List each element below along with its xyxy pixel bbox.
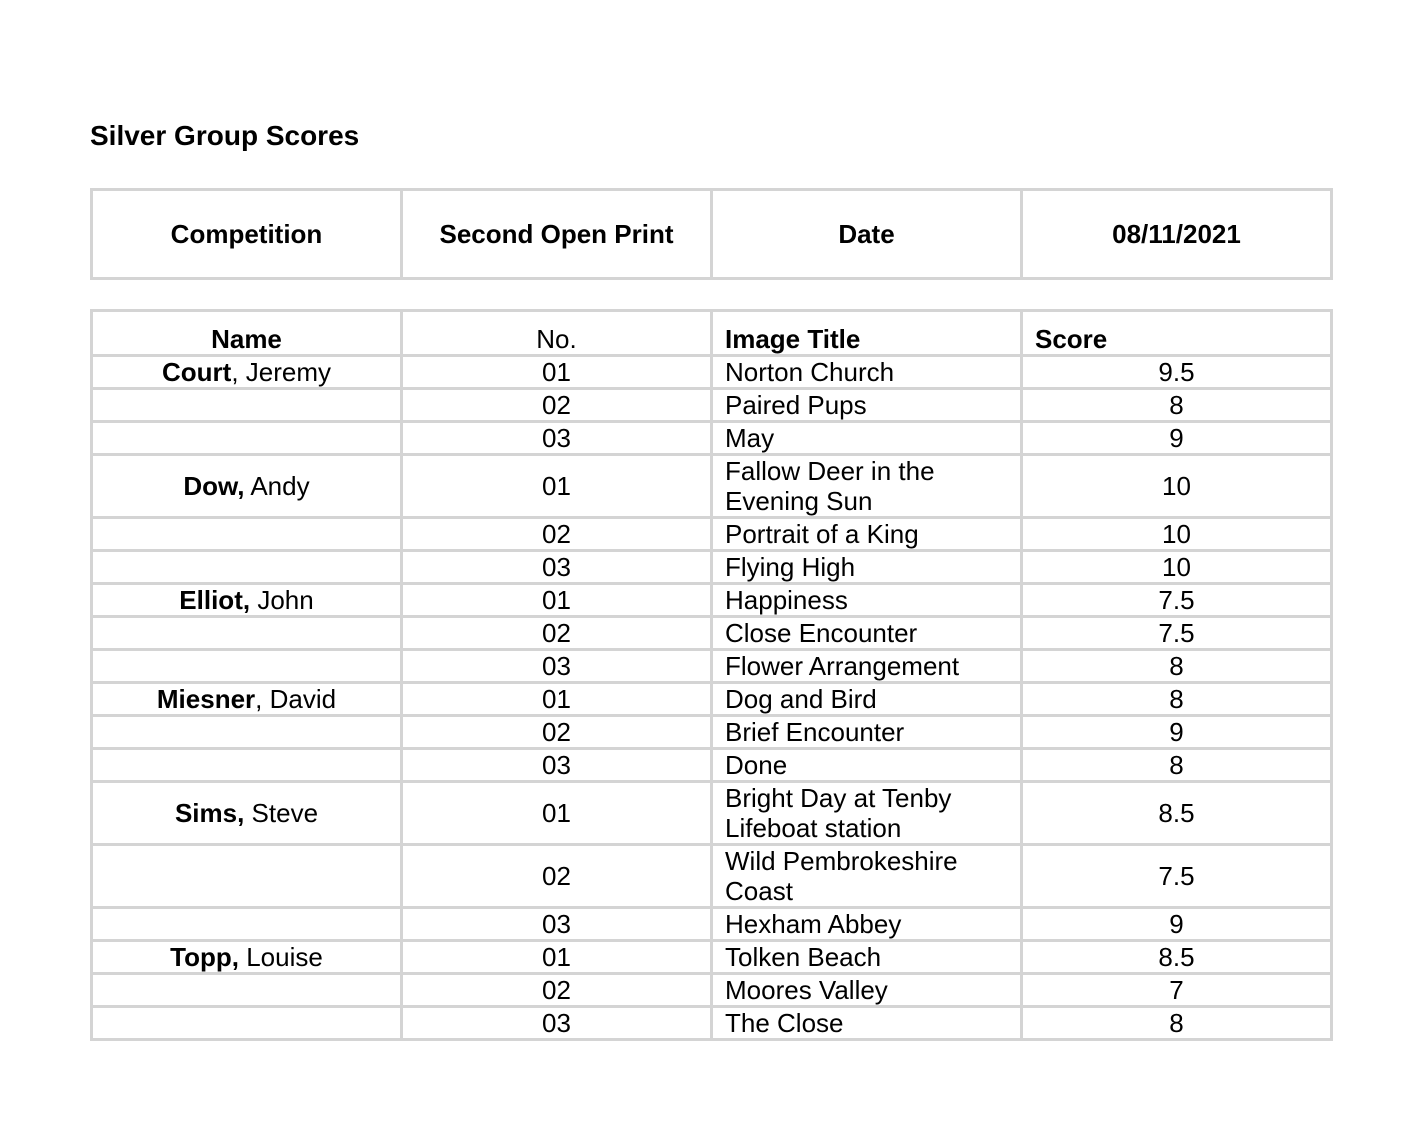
entrant-name-cell <box>92 941 402 974</box>
table-row <box>92 455 1332 518</box>
image-title: Done <box>712 749 1022 782</box>
image-title: May <box>712 422 1022 455</box>
image-title: Dog and Bird <box>712 683 1022 716</box>
image-number: 03 <box>402 551 712 584</box>
entrant-surname: Miesner <box>156 684 256 714</box>
image-title-line: Coast <box>725 876 793 906</box>
competition-value: Second Open Print <box>402 190 712 279</box>
image-number: 02 <box>402 845 712 908</box>
column-header-no: No. <box>402 311 712 356</box>
image-score: 10 <box>1022 551 1332 584</box>
image-score: 7.5 <box>1022 845 1332 908</box>
competition-info-row <box>92 190 1332 279</box>
image-title: Portrait of a King <box>712 518 1022 551</box>
image-number: 02 <box>402 518 712 551</box>
image-title: Flying High <box>712 551 1022 584</box>
table-row <box>92 683 1332 716</box>
image-score: 9 <box>1022 908 1332 941</box>
entrant-first-name: Louise <box>246 942 323 972</box>
column-header-score: Score <box>1022 311 1332 356</box>
image-number: 01 <box>402 683 712 716</box>
table-row <box>92 518 1332 551</box>
image-number: 01 <box>402 941 712 974</box>
table-row <box>92 716 1332 749</box>
table-row <box>92 422 1332 455</box>
entrant-surname: Court <box>161 357 232 387</box>
image-score: 9.5 <box>1022 356 1332 389</box>
entrant-name-cell <box>92 716 402 749</box>
scores-table <box>90 309 1333 1041</box>
entrant-name-separator <box>244 798 251 828</box>
image-number: 03 <box>402 908 712 941</box>
entrant-name-separator: , <box>255 684 270 714</box>
table-row <box>92 1007 1332 1040</box>
entrant-surname: Sims, <box>174 798 245 828</box>
competition-label: Competition <box>92 190 402 279</box>
image-number: 03 <box>402 1007 712 1040</box>
image-title <box>712 455 1022 518</box>
column-header-title: Image Title <box>712 311 1022 356</box>
table-row <box>92 617 1332 650</box>
image-number: 03 <box>402 650 712 683</box>
image-title-line: Evening Sun <box>725 486 873 516</box>
entrant-name-cell <box>92 908 402 941</box>
image-title: Close Encounter <box>712 617 1022 650</box>
image-score: 8 <box>1022 749 1332 782</box>
entrant-name-cell <box>92 356 402 389</box>
image-score: 10 <box>1022 455 1332 518</box>
image-title: Tolken Beach <box>712 941 1022 974</box>
image-title: Norton Church <box>712 356 1022 389</box>
image-title: Flower Arrangement <box>712 650 1022 683</box>
table-header-row <box>92 311 1332 356</box>
entrant-first-name: John <box>257 585 314 615</box>
image-number: 03 <box>402 749 712 782</box>
image-score: 9 <box>1022 422 1332 455</box>
image-number: 02 <box>402 716 712 749</box>
entrant-name-cell <box>92 422 402 455</box>
entrant-surname: Elliot, <box>179 585 251 615</box>
entrant-first-name: David <box>269 684 337 714</box>
entrant-name-cell <box>92 1007 402 1040</box>
image-title-line: Bright Day at Tenby <box>725 783 952 813</box>
image-title: The Close <box>712 1007 1022 1040</box>
table-row <box>92 782 1332 845</box>
table-row <box>92 584 1332 617</box>
image-title: Brief Encounter <box>712 716 1022 749</box>
entrant-name-cell <box>92 845 402 908</box>
table-row <box>92 650 1332 683</box>
date-value: 08/11/2021 <box>1022 190 1332 279</box>
image-title: Hexham Abbey <box>712 908 1022 941</box>
entrant-name-cell <box>92 455 402 518</box>
image-score: 7 <box>1022 974 1332 1007</box>
image-number: 02 <box>402 617 712 650</box>
image-number: 01 <box>402 356 712 389</box>
image-number: 02 <box>402 389 712 422</box>
image-number: 01 <box>402 782 712 845</box>
image-score: 8 <box>1022 389 1332 422</box>
entrant-name-cell <box>92 974 402 1007</box>
image-score: 7.5 <box>1022 617 1332 650</box>
table-row <box>92 845 1332 908</box>
image-title: Happiness <box>712 584 1022 617</box>
column-header-name: Name <box>92 311 402 356</box>
image-score: 8 <box>1022 1007 1332 1040</box>
entrant-first-name: Steve <box>251 798 319 828</box>
image-score: 9 <box>1022 716 1332 749</box>
entrant-name-cell <box>92 518 402 551</box>
table-row <box>92 749 1332 782</box>
image-title-line: Fallow Deer in the <box>725 456 935 486</box>
entrant-surname: Topp, <box>170 942 239 972</box>
image-title-line: Wild Pembrokeshire <box>725 846 958 876</box>
image-score: 8 <box>1022 650 1332 683</box>
entrant-first-name: Jeremy <box>245 357 332 387</box>
image-title <box>712 782 1022 845</box>
entrant-name-cell <box>92 551 402 584</box>
entrant-name-cell <box>92 650 402 683</box>
image-number: 01 <box>402 584 712 617</box>
page-title: Silver Group Scores <box>90 120 360 151</box>
image-score: 8.5 <box>1022 941 1332 974</box>
table-row <box>92 551 1332 584</box>
table-row <box>92 356 1332 389</box>
entrant-first-name: Andy <box>250 471 310 501</box>
entrant-name-separator: , <box>231 357 246 387</box>
image-title: Paired Pups <box>712 389 1022 422</box>
table-row <box>92 389 1332 422</box>
entrant-name-cell <box>92 389 402 422</box>
image-title: Moores Valley <box>712 974 1022 1007</box>
date-label: Date <box>712 190 1022 279</box>
competition-info-table <box>90 188 1333 280</box>
image-title <box>712 845 1022 908</box>
image-number: 03 <box>402 422 712 455</box>
image-score: 7.5 <box>1022 584 1332 617</box>
image-number: 02 <box>402 974 712 1007</box>
entrant-name-cell <box>92 584 402 617</box>
image-number: 01 <box>402 455 712 518</box>
image-title-line: Lifeboat station <box>725 813 902 843</box>
entrant-name-cell <box>92 782 402 845</box>
entrant-name-cell <box>92 617 402 650</box>
table-row <box>92 974 1332 1007</box>
entrant-surname: Dow, <box>183 471 245 501</box>
entrant-name-cell <box>92 683 402 716</box>
image-score: 8 <box>1022 683 1332 716</box>
table-row <box>92 941 1332 974</box>
table-row <box>92 908 1332 941</box>
entrant-name-cell <box>92 749 402 782</box>
image-score: 8.5 <box>1022 782 1332 845</box>
image-score: 10 <box>1022 518 1332 551</box>
